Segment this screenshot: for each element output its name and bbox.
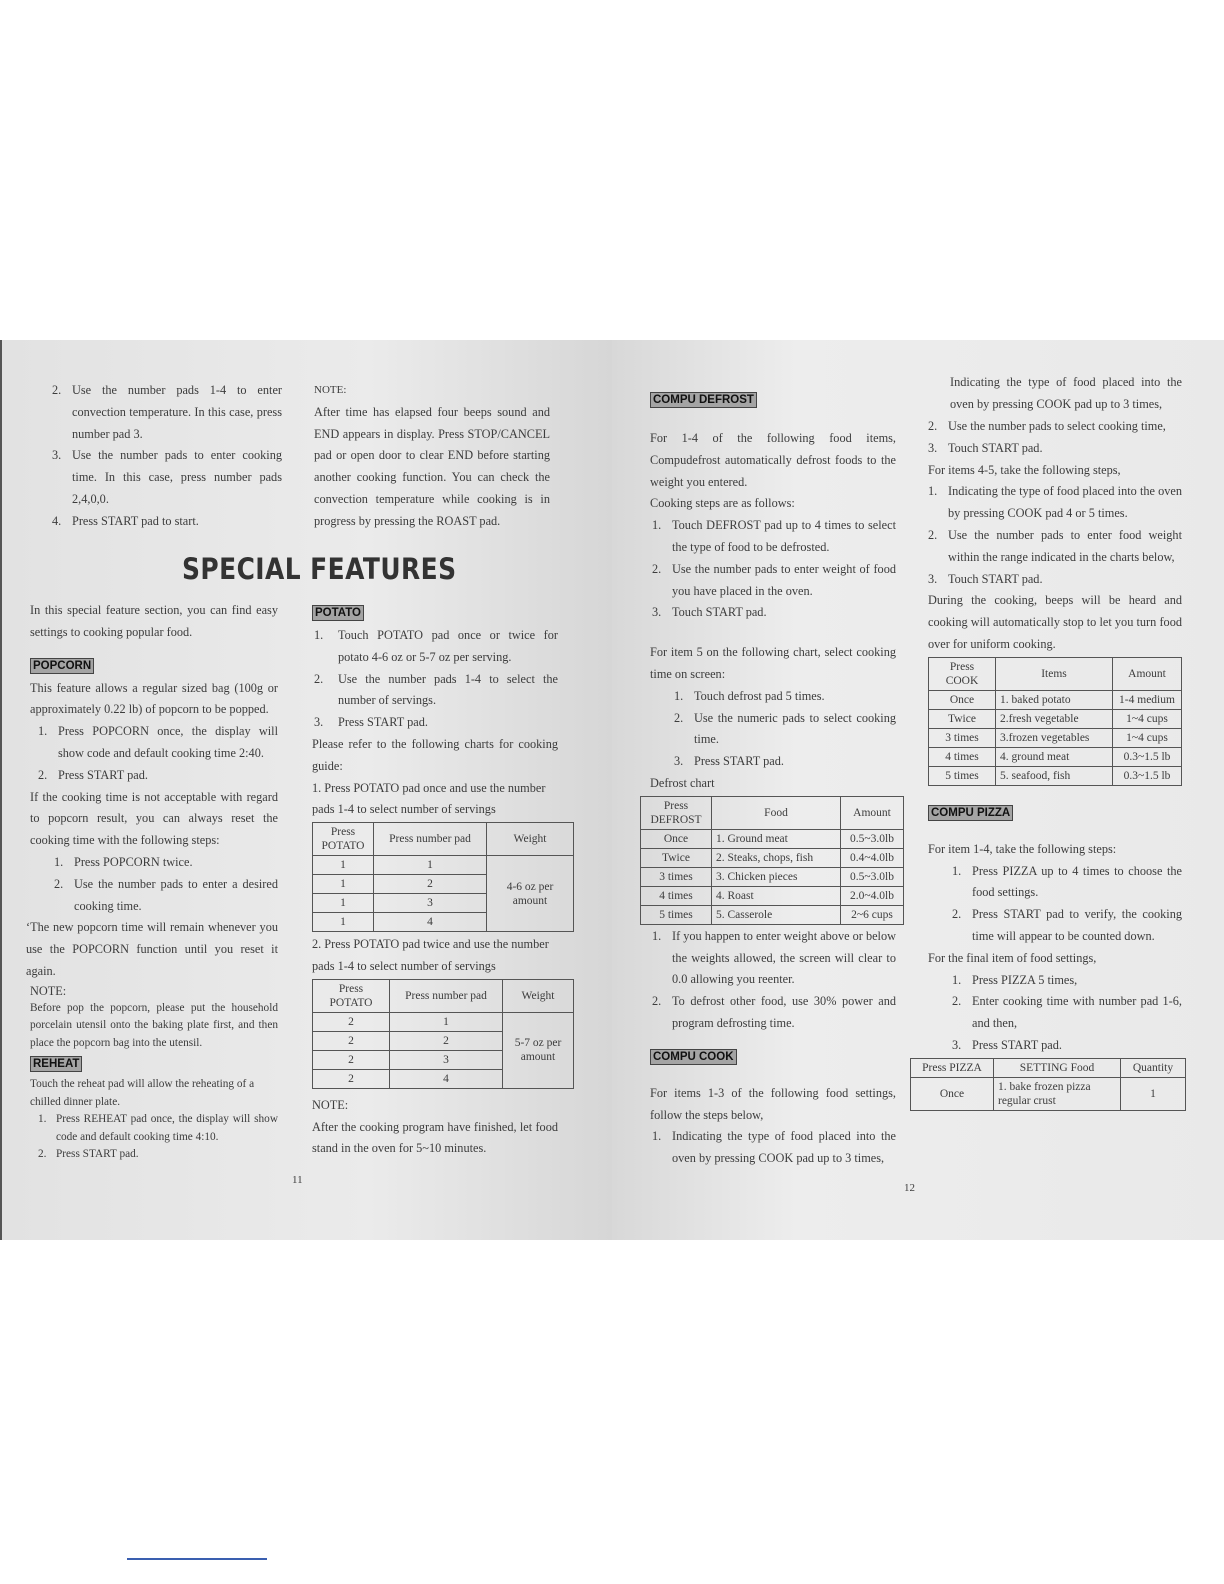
table-cell: 1. Ground meat [712,829,841,848]
table-cell: Once [641,829,712,848]
list-item: 1. Press POPCORN twice. [54,854,193,869]
right-page [612,340,1224,1240]
table-cell: 3.frozen vegetables [996,728,1113,747]
table-header-row [313,979,574,1012]
left-col1-top [30,380,282,533]
potato-note-text: After the cooking program have finished, let food stand in the oven for 5~10 minutes. [312,1119,558,1156]
table-cell: 1 [313,875,374,894]
list-item: 1. If you happen to enter weight above or below the weights allowed, the screen will clear to 0.0 allowing you reenter. [652,928,897,987]
table-header: SETTING Food [994,1058,1121,1077]
list-item: 2. Use the number pads to enter food weight within the range indicated in the charts below, [928,527,1182,564]
table-row [929,728,1182,747]
list-item: 1. Touch DEFROST pad up to 4 times to select the type of food to be defrosted. [652,518,896,554]
table-cell: 5 times [641,905,712,924]
list-item: 3. Use the number pads to enter cooking time. In this case, press number pads 2,4,0,0. [52,448,282,506]
table-cell: 2.fresh vegetable [996,709,1113,728]
table-row [641,867,904,886]
left-col2-top [314,380,550,533]
table-cell: 1 [313,894,374,913]
list-item: 1. Indicating the type of food placed into the oven by pressing COOK pad 4 or 5 times. [928,484,1182,521]
popcorn-steps [16,721,278,786]
table-header: Press DEFROST [641,796,712,829]
table-cell: 2 [313,1031,390,1050]
popcorn-label: POPCORN [30,658,94,674]
blue-underline-mark [127,1558,267,1560]
intro-text: In this special feature section, you can find easy settings to cooking popular food. [30,603,278,639]
compu-defrost-label: COMPU DEFROST [650,392,757,408]
reheat-steps [16,1111,278,1164]
list-item: 2. Press START pad. [38,767,148,782]
list-item: 1. Press PIZZA 5 times, [952,972,1078,987]
defrost-item5-steps [650,686,896,773]
table-header-row [911,1058,1186,1077]
table-cell: 1~4 cups [1113,728,1182,747]
table-header: Press POTATO [313,823,374,856]
table-cell: 2 [390,1031,503,1050]
cook-step1-continued [928,375,1182,416]
pizza-intro: For item 1-4, take the following steps: [928,841,1117,856]
table-cell: 1~4 cups [1113,709,1182,728]
page-number: 12 [904,1182,915,1194]
table-cell: Once [929,690,996,709]
list-item: 2. Use the numeric pads to select cooking time. [674,710,896,747]
table-cell: 5 times [929,766,996,785]
table-header: Press POTATO [313,979,390,1012]
table-cell: 2 [313,1050,390,1069]
left-page [0,340,614,1240]
table-cell: 4 times [641,886,712,905]
table-header: Items [996,657,1113,690]
list-item: 1. Touch POTATO pad once or twice for potato 4-6 oz or 5-7 oz per serving. [314,628,558,664]
list-item: 3. Press START pad. [314,715,428,730]
table-cell: 4. Roast [712,886,841,905]
table-cell: 0.4~4.0lb [841,848,904,867]
defrost-intro: For 1-4 of the following food items, Compudefrost automatically defrost foods to the weight you entered. [650,431,896,489]
table-cell: 0.3~1.5 lb [1113,747,1182,766]
list-item: 2. Use the number pads to enter weight of food you have placed in the oven. [652,561,896,598]
table-header: Quantity [1121,1058,1186,1077]
table-cell: 1 [313,856,374,875]
table-cell: 1. baked potato [996,690,1113,709]
table-header: Weight [503,979,574,1012]
table-cell: 1-4 medium [1113,690,1182,709]
table-cell: 5. Casserole [712,905,841,924]
popcorn-note-text: Before pop the popcorn, please put the household porcelain utensil onto the baking plate first, and then place the popcorn bag into the utensil. [30,1001,278,1049]
defrost-steps-heading: Cooking steps are as follows: [650,496,795,511]
right-col2 [922,375,1182,1112]
left-col1 [26,600,278,1164]
defrost-chart [640,796,904,925]
compu-pizza-label: COMPU PIZZA [928,805,1013,821]
table-cell: 3. Chicken pieces [712,867,841,886]
table-header: Press number pad [374,823,487,856]
table-row [313,856,574,875]
table-header: Press PIZZA [911,1058,994,1077]
popcorn-reset-steps [30,852,278,917]
right-col1 [650,386,897,1166]
potato-table1-caption: 1. Press POTATO pad once and use the number pads 1-4 to select number of servings [312,780,546,817]
list-item: 3. Press START pad. [674,754,784,769]
cook-step-1 [630,1126,896,1166]
list-item: 3. Press START pad. [952,1037,1062,1052]
list-item: 3. Touch START pad. [652,605,767,620]
table-cell: 2~6 cups [841,905,904,924]
table-cell: 2 [374,875,487,894]
potato-table-1 [312,822,574,932]
table-cell: 2 [313,1012,390,1031]
table-cell: 4 [374,913,487,932]
list-item: 2. Use the number pads 1-4 to enter convection temperature. In this case, press number pad 3. [52,383,282,441]
table-cell: 4. ground meat [996,747,1113,766]
popcorn-remain-text: ‘The new popcorn time will remain whenever you use the POPCORN function until you reset it again. [26,920,278,978]
table-cell: 2.0~4.0lb [841,886,904,905]
list-item: 2. Enter cooking time with number pad 1-6, and then, [952,994,1182,1031]
reheat-label: REHEAT [30,1056,82,1072]
table-row [641,848,904,867]
table-cell: 0.3~1.5 lb [1113,766,1182,785]
popcorn-desc: This feature allows a regular sized bag (100g or approximately 0.22 lb) of popcorn to be popped. [30,680,278,717]
popcorn-note-heading: NOTE: [30,983,67,998]
cook-items45-text: For items 4-5, take the following steps, [928,462,1121,477]
potato-table2-caption: 2. Press POTATO pad twice and use the number pads 1-4 to select number of servings [312,937,549,973]
table-cell: 2 [313,1069,390,1088]
table-cell: 4 [390,1069,503,1088]
table-header: Amount [841,796,904,829]
pizza-steps [928,861,1182,948]
table-cell: 1 [1121,1077,1186,1110]
table-cell: 4 times [929,747,996,766]
defrost-item5-text: For item 5 on the following chart, select cooking time on screen: [650,645,896,681]
table-cell: 0.5~3.0lb [841,829,904,848]
potato-note-heading: NOTE: [312,1097,349,1112]
list-item: 1. Press REHEAT pad once, the display will show code and default cooking time 4:10. [38,1113,278,1143]
table-cell: 3 [390,1050,503,1069]
table-cell: Once [911,1077,994,1110]
table-row [929,690,1182,709]
pizza-chart [910,1058,1186,1111]
defrost-steps [630,515,896,624]
cook-intro: For items 1-3 of the following food settings, follow the steps below, [650,1085,896,1122]
potato-table-2 [312,979,574,1089]
defrost-notes [630,926,896,1035]
table-cell: 1 [374,856,487,875]
scanned-booklet-spread [0,340,1224,1240]
table-row [313,1012,574,1031]
table-cell: 1. bake frozen pizza regular crust [994,1077,1121,1110]
table-header: Press COOK [929,657,996,690]
note-heading: NOTE: [314,384,347,396]
table-header: Amount [1113,657,1182,690]
table-row [641,905,904,924]
cook-items45-steps [906,481,1182,590]
table-cell: 5. seafood, fish [996,766,1113,785]
list-item: 2. To defrost other food, use 30% power and program defrosting time. [652,994,896,1030]
cook-steps-2-3 [906,416,1182,460]
pizza-final-steps [928,970,1182,1057]
list-item: 1. Indicating the type of food placed into the oven by pressing COOK pad up to 3 times, [652,1129,896,1166]
table-row [911,1077,1186,1110]
table-row [929,766,1182,785]
list-item: 4. Press START pad to start. [52,513,199,528]
table-cell: 3 times [641,867,712,886]
popcorn-reset-text: If the cooking time is not acceptable with regard to popcorn result, you can always reset the cooking time with the following steps: [30,789,278,848]
list-item: 3. Touch START pad. [928,440,1043,455]
cook-chart [928,657,1182,786]
list-item: 2. Use the number pads to enter a desired cooking time. [54,876,278,913]
table-row [641,886,904,905]
table-cell: Twice [929,709,996,728]
table-header-row [929,657,1182,690]
section-title: SPECIAL FEATURES [182,552,457,586]
list-item: 2. Press START pad. [38,1148,139,1161]
table-cell: Twice [641,848,712,867]
potato-steps [292,625,558,734]
list-item: 2. Use the number pads 1-4 to select the number of servings. [314,671,558,708]
reheat-desc: Touch the reheat pad will allow the reheating of a chilled dinner plate. [30,1078,255,1108]
list-item: 2. Press START pad to verify, the cooking time will appear to be counted down. [952,907,1182,943]
table-header-row [641,796,904,829]
table-cell: 5-7 oz per amount [503,1012,574,1088]
list-item: 1. Press PIZZA up to 4 times to choose the food settings. [952,863,1182,900]
compu-cook-label: COMPU COOK [650,1049,737,1065]
defrost-chart-caption: Defrost chart [650,775,715,790]
potato-label: POTATO [312,605,364,621]
note-text: After time has elapsed four beeps sound and END appears in display. Press STOP/CANCEL pad or open door to clear END before starting another cooking function. You can check the convection temperature while cooking is in progress by pressing the ROAST pad. [314,404,550,528]
list-item: 1. Press POPCORN once, the display will show code and default cooking time 2:40. [38,724,278,760]
cook-step1-tail: Indicating the type of food placed into the oven by pressing COOK pad up to 3 times, [950,375,1182,411]
table-cell: 2. Steaks, chops, fish [712,848,841,867]
intro-steps [30,380,282,533]
table-cell: 3 [374,894,487,913]
table-header: Weight [487,823,574,856]
table-row [929,709,1182,728]
table-row [641,829,904,848]
page-number: 11 [292,1174,303,1186]
list-item: 1. Touch defrost pad 5 times. [674,688,825,703]
table-cell: 1 [390,1012,503,1031]
table-header-row [313,823,574,856]
list-item: 3. Touch START pad. [928,571,1043,586]
table-header: Press number pad [390,979,503,1012]
potato-guide-text: Please refer to the following charts for cooking guide: [312,736,558,773]
table-header: Food [712,796,841,829]
left-col2 [312,602,562,1160]
table-cell: 0.5~3.0lb [841,867,904,886]
table-cell: 4-6 oz per amount [487,856,574,932]
cook-during-text: During the cooking, beeps will be heard and cooking will automatically stop to let you turn food over for uniform cooking. [928,593,1182,651]
table-cell: 3 times [929,728,996,747]
pizza-final-text: For the final item of food settings, [928,950,1097,965]
list-item: 2. Use the number pads to select cooking time, [928,419,1166,433]
table-cell: 1 [313,913,374,932]
table-row [929,747,1182,766]
